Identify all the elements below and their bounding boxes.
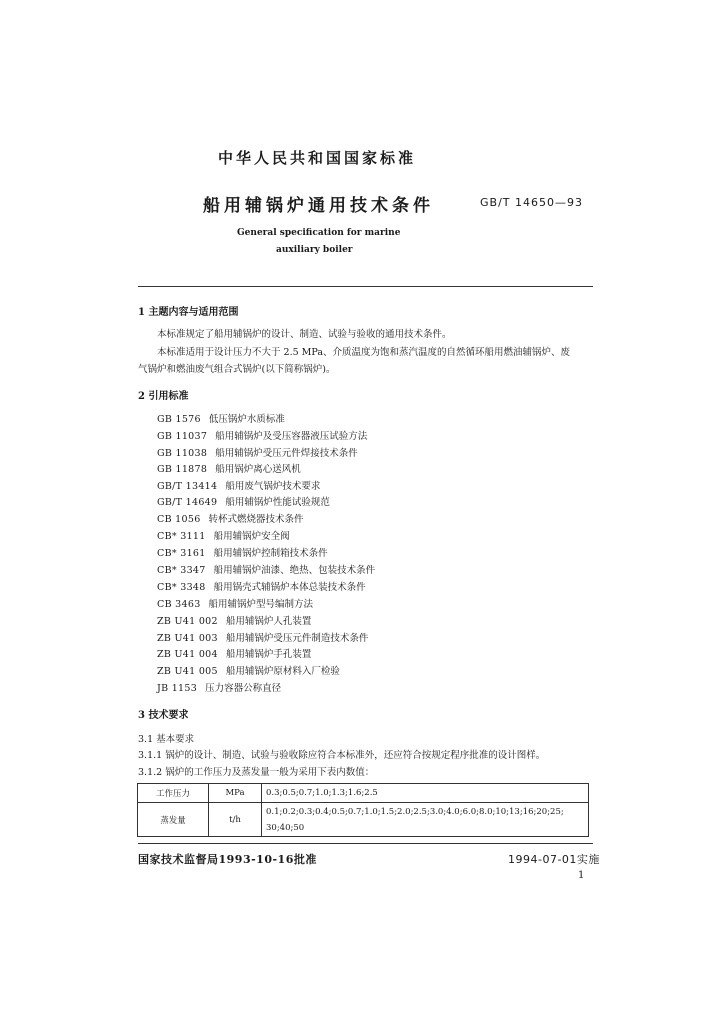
reference-code: JB 1153 [157, 683, 198, 694]
section3-sub1-1: 3.1.1 锅炉的设计、制造、试验与验收除应符合本标准外，还应符合按规定程序批准的设计图样。 [138, 750, 546, 761]
reference-title: 船用锅壳式辅锅炉本体总装技术条件 [213, 582, 366, 593]
reference-title: 船用辅锅炉安全阀 [213, 531, 290, 542]
reference-code: CB 1056 [157, 514, 201, 525]
section1-para2-line2: 气锅炉和燃油废气组合式锅炉(以下简称锅炉)。 [138, 364, 336, 375]
reference-item [157, 494, 330, 508]
reference-item [157, 445, 358, 459]
reference-item [157, 545, 328, 559]
table-cell-unit: MPa [209, 784, 262, 803]
table-cell-name: 工作压力 [138, 784, 209, 803]
table-cell-unit: t/h [209, 803, 262, 837]
reference-code: GB 1576 [157, 414, 201, 425]
reference-code: CB* 3161 [157, 548, 206, 559]
reference-item [157, 428, 367, 442]
reference-item [157, 663, 340, 677]
reference-code: GB 11878 [157, 464, 208, 475]
reference-item [157, 478, 320, 492]
reference-title: 船用辅锅炉原材料入厂检验 [225, 666, 340, 677]
reference-item [157, 511, 304, 525]
reference-code: CB 3463 [157, 599, 201, 610]
reference-code: CB* 3111 [157, 531, 206, 542]
section1-heading: 1 主题内容与适用范围 [138, 307, 239, 318]
reference-item [157, 646, 311, 660]
reference-item [157, 461, 301, 475]
footer-divider [138, 843, 593, 844]
table-row [138, 803, 589, 837]
reference-title: 压力容器公称直径 [205, 683, 282, 694]
reference-item [157, 613, 311, 627]
reference-title: 船用辅锅炉受压元件焊接技术条件 [215, 448, 358, 459]
reference-title: 低压锅炉水质标准 [208, 414, 285, 425]
reference-title: 船用辅锅炉油漆、绝热、包装技术条件 [213, 565, 376, 576]
approval-date: 国家技术监督局1993-10-16批准 [138, 853, 317, 866]
english-title-line2: auxiliary boiler [276, 245, 353, 255]
reference-title: 船用辅锅炉型号编制方法 [208, 599, 314, 610]
table-values-line1: 0.1;0.2;0.3;0.4;0.5;0.7;1.0;1.5;2.0;2.5;3.0;4.0;6.0;8.0;10;13;16;20;25; [266, 806, 564, 817]
section2-heading: 2 引用标准 [138, 391, 189, 402]
table-row [138, 784, 589, 803]
reference-code: GB 11037 [157, 431, 208, 442]
reference-code: ZB U41 002 [157, 616, 218, 627]
standard-country-header: 中华人民共和国国家标准 [218, 149, 417, 167]
table-cell-name: 蒸发量 [138, 803, 209, 837]
reference-code: GB 11038 [157, 448, 208, 459]
english-title-line1: General specification for marine [237, 228, 401, 238]
document-title: 船用辅锅炉通用技术条件 [203, 196, 434, 216]
pressure-evaporation-table [137, 783, 589, 837]
section1-para1: 本标准规定了船用辅锅炉的设计、制造、试验与验收的通用技术条件。 [157, 329, 452, 340]
reference-title: 船用辅锅炉及受压容器液压试验方法 [215, 431, 368, 442]
section1-para2-line1: 本标准适用于设计压力不大于 2.5 MPa、介质温度为饱和蒸汽温度的自然循环船用燃油辅锅炉、废 [157, 347, 571, 358]
table-values-line2: 30;40;50 [266, 822, 305, 833]
reference-code: ZB U41 005 [157, 666, 218, 677]
reference-code: ZB U41 003 [157, 633, 218, 644]
effective-date: 1994-07-01实施 [508, 853, 600, 866]
reference-title: 转杯式燃烧器技术条件 [208, 514, 304, 525]
reference-item [157, 596, 313, 610]
section3-heading: 3 技术要求 [138, 710, 189, 721]
reference-item [157, 579, 366, 593]
reference-title: 船用锅炉离心送风机 [215, 464, 301, 475]
reference-title: 船用辅锅炉控制箱技术条件 [213, 548, 328, 559]
reference-code: CB* 3348 [157, 582, 206, 593]
reference-title: 船用辅锅炉性能试验规范 [225, 497, 330, 508]
reference-code: GB/T 13414 [157, 481, 218, 492]
standard-number: GB/T 14650—93 [480, 196, 583, 209]
reference-title: 船用废气锅炉技术要求 [225, 481, 321, 492]
reference-title: 船用辅锅炉人孔装置 [225, 616, 312, 627]
table-cell-values: 0.3;0.5;0.7;1.0;1.3;1.6;2.5 [262, 784, 589, 803]
reference-code: GB/T 14649 [157, 497, 218, 508]
reference-title: 船用辅锅炉手孔装置 [225, 649, 312, 660]
reference-code: ZB U41 004 [157, 649, 218, 660]
reference-item [157, 411, 285, 425]
reference-code: CB* 3347 [157, 565, 206, 576]
header-divider [138, 286, 593, 287]
section3-sub1-2: 3.1.2 锅炉的工作压力及蒸发量一般为采用下表内数值： [138, 767, 375, 778]
section3-sub1: 3.1 基本要求 [138, 734, 195, 745]
reference-item [157, 630, 368, 644]
reference-item [157, 680, 281, 694]
page-number: 1 [578, 870, 585, 881]
reference-item [157, 528, 290, 542]
reference-item [157, 562, 375, 576]
table-cell-values [262, 803, 589, 837]
reference-title: 船用辅锅炉受压元件制造技术条件 [225, 633, 369, 644]
